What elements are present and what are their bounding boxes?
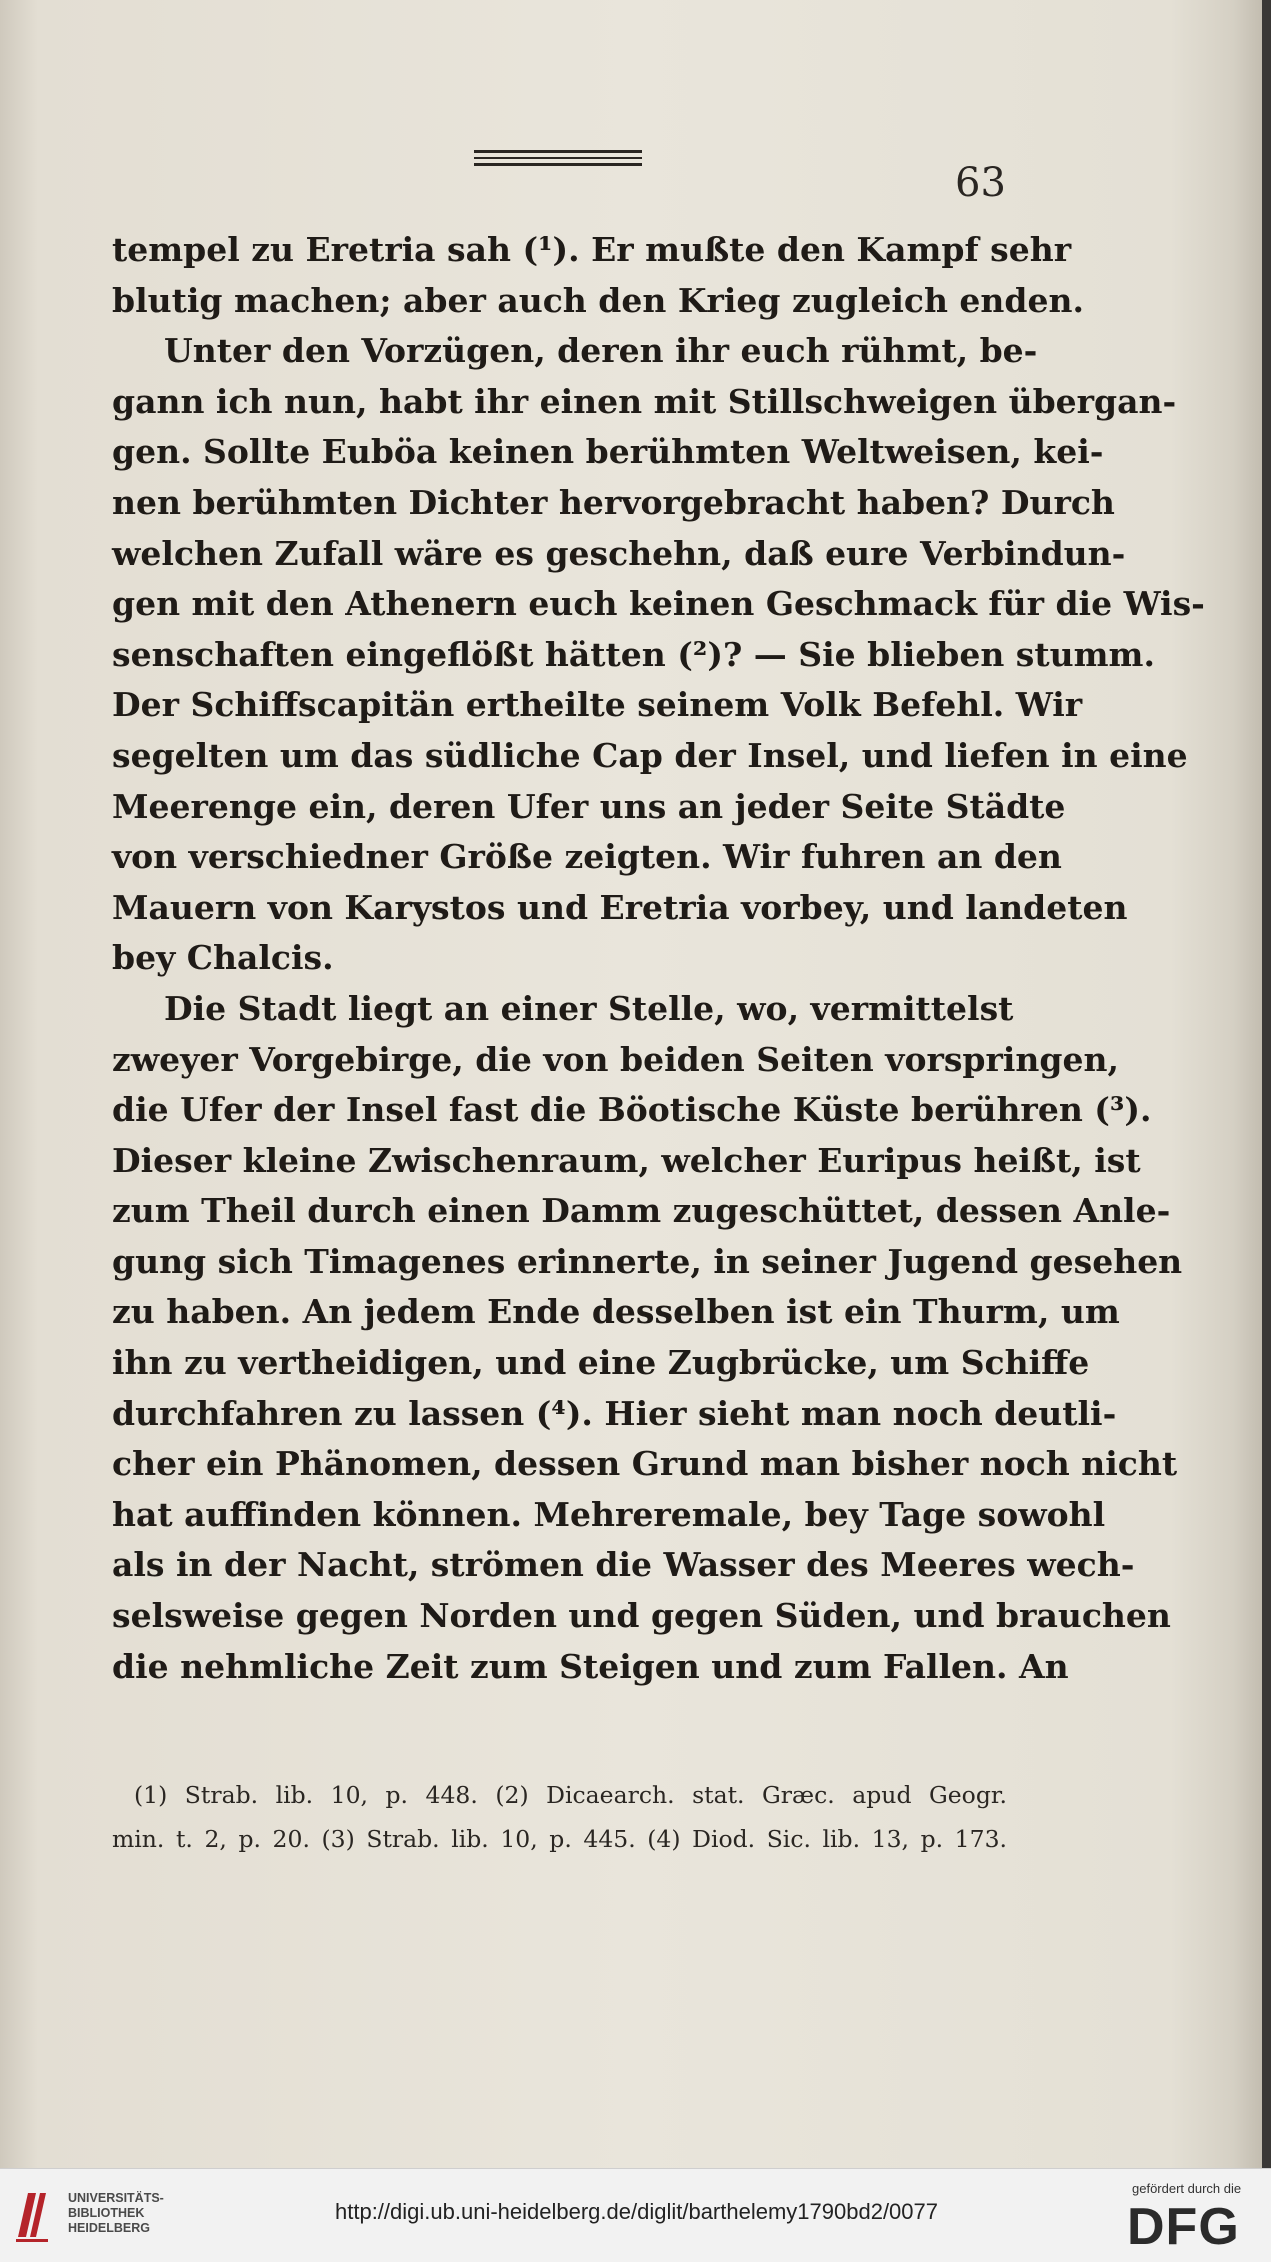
text-line: gen. Sollte Euböa keinen berühmten Weltweisen, kei- <box>112 432 1104 472</box>
footnote-line: (1) Strab. lib. 10, p. 448. (2) Dicaearch. stat. Græc. apud Geogr. <box>134 1781 1007 1809</box>
text-line: hat auffinden können. Mehreremale, bey Tage sowohl <box>112 1494 1106 1534</box>
footnote-line: min. t. 2, p. 20. (3) Strab. lib. 10, p. 445. (4) Diod. Sic. lib. 13, p. 173. <box>112 1825 1007 1853</box>
text-line: die nehmliche Zeit zum Steigen und zum Fallen. An <box>112 1646 1069 1686</box>
text-line: durchfahren zu lassen (⁴). Hier sieht man noch deutli- <box>112 1393 1117 1433</box>
institution-line: BIBLIOTHEK <box>68 2206 145 2220</box>
text-line: gung sich Timagenes erinnerte, in seiner Jugend gesehen <box>112 1241 1183 1281</box>
footnotes <box>112 1773 1007 1861</box>
body-text <box>112 225 1205 1692</box>
header-rule-middle <box>474 157 642 159</box>
text-line: von verschiedner Größe zeigten. Wir fuhren an den <box>112 837 1062 877</box>
text-line: ihn zu vertheidigen, und eine Zugbrücke, um Schiffe <box>112 1343 1090 1383</box>
institution-line: UNIVERSITÄTS- <box>68 2191 164 2205</box>
text-line: zu haben. An jedem Ende desselben ist ein Thurm, um <box>112 1292 1120 1332</box>
text-line: Der Schiffscapitän ertheilte seinem Volk Befehl. Wir <box>112 685 1083 725</box>
text-line: Mauern von Karystos und Eretria vorbey, und landeten <box>112 887 1128 927</box>
institution-name <box>68 2191 164 2236</box>
page-number: 63 <box>955 160 1006 206</box>
text-line: blutig machen; aber auch den Krieg zugleich enden. <box>112 280 1084 320</box>
text-line: als in der Nacht, strömen die Wasser des Meeres wech- <box>112 1545 1135 1585</box>
permalink-url[interactable]: http://digi.ub.uni-heidelberg.de/diglit/barthelemy1790bd2/0077 <box>335 2199 938 2224</box>
text-line: bey Chalcis. <box>112 938 334 978</box>
sponsor-note: gefördert durch die <box>1132 2181 1242 2196</box>
text-line: die Ufer der Insel fast die Böotische Küste berühren (³). <box>112 1090 1152 1130</box>
text-line: senschaften eingeflößt hätten (²)? — Sie blieben stumm. <box>112 634 1155 674</box>
text-line: zweyer Vorgebirge, die von beiden Seiten vorspringen, <box>112 1039 1119 1079</box>
text-line: segelten um das südliche Cap der Insel, und liefen in eine <box>112 735 1188 775</box>
text-line: Unter den Vorzügen, deren ihr euch rühmt, be- <box>164 331 1038 371</box>
text-line: Meerenge ein, deren Ufer uns an jeder Seite Städte <box>112 786 1066 826</box>
text-line: gen mit den Athenern euch keinen Geschmack für die Wis- <box>112 584 1205 624</box>
text-line: zum Theil durch einen Damm zugeschüttet, dessen Anle- <box>112 1191 1171 1231</box>
text-line: tempel zu Eretria sah (¹). Er mußte den Kampf sehr <box>112 230 1072 269</box>
text-line: cher ein Phänomen, dessen Grund man bisher noch nicht <box>112 1444 1178 1484</box>
header-rule-bottom <box>474 163 642 166</box>
institution-line: HEIDELBERG <box>68 2221 150 2235</box>
text-line: Dieser kleine Zwischenraum, welcher Euripus heißt, ist <box>112 1140 1141 1180</box>
dfg-logo: DFG <box>1127 2198 1240 2256</box>
text-line: Die Stadt liegt an einer Stelle, wo, vermittelst <box>164 988 1014 1028</box>
text-line: gann ich nun, habt ihr einen mit Stillschweigen übergan- <box>112 381 1177 421</box>
page-edge <box>1262 0 1271 2168</box>
header-rule-top <box>474 150 642 153</box>
heidelberg-library-logo-icon <box>14 2185 50 2245</box>
viewer-footer <box>0 2168 1271 2262</box>
text-line: nen berühmten Dichter hervorgebracht haben? Durch <box>112 482 1115 522</box>
text-line: welchen Zufall wäre es geschehn, daß eure Verbindun- <box>112 533 1126 573</box>
text-line: selsweise gegen Norden und gegen Süden, und brauchen <box>112 1596 1171 1636</box>
